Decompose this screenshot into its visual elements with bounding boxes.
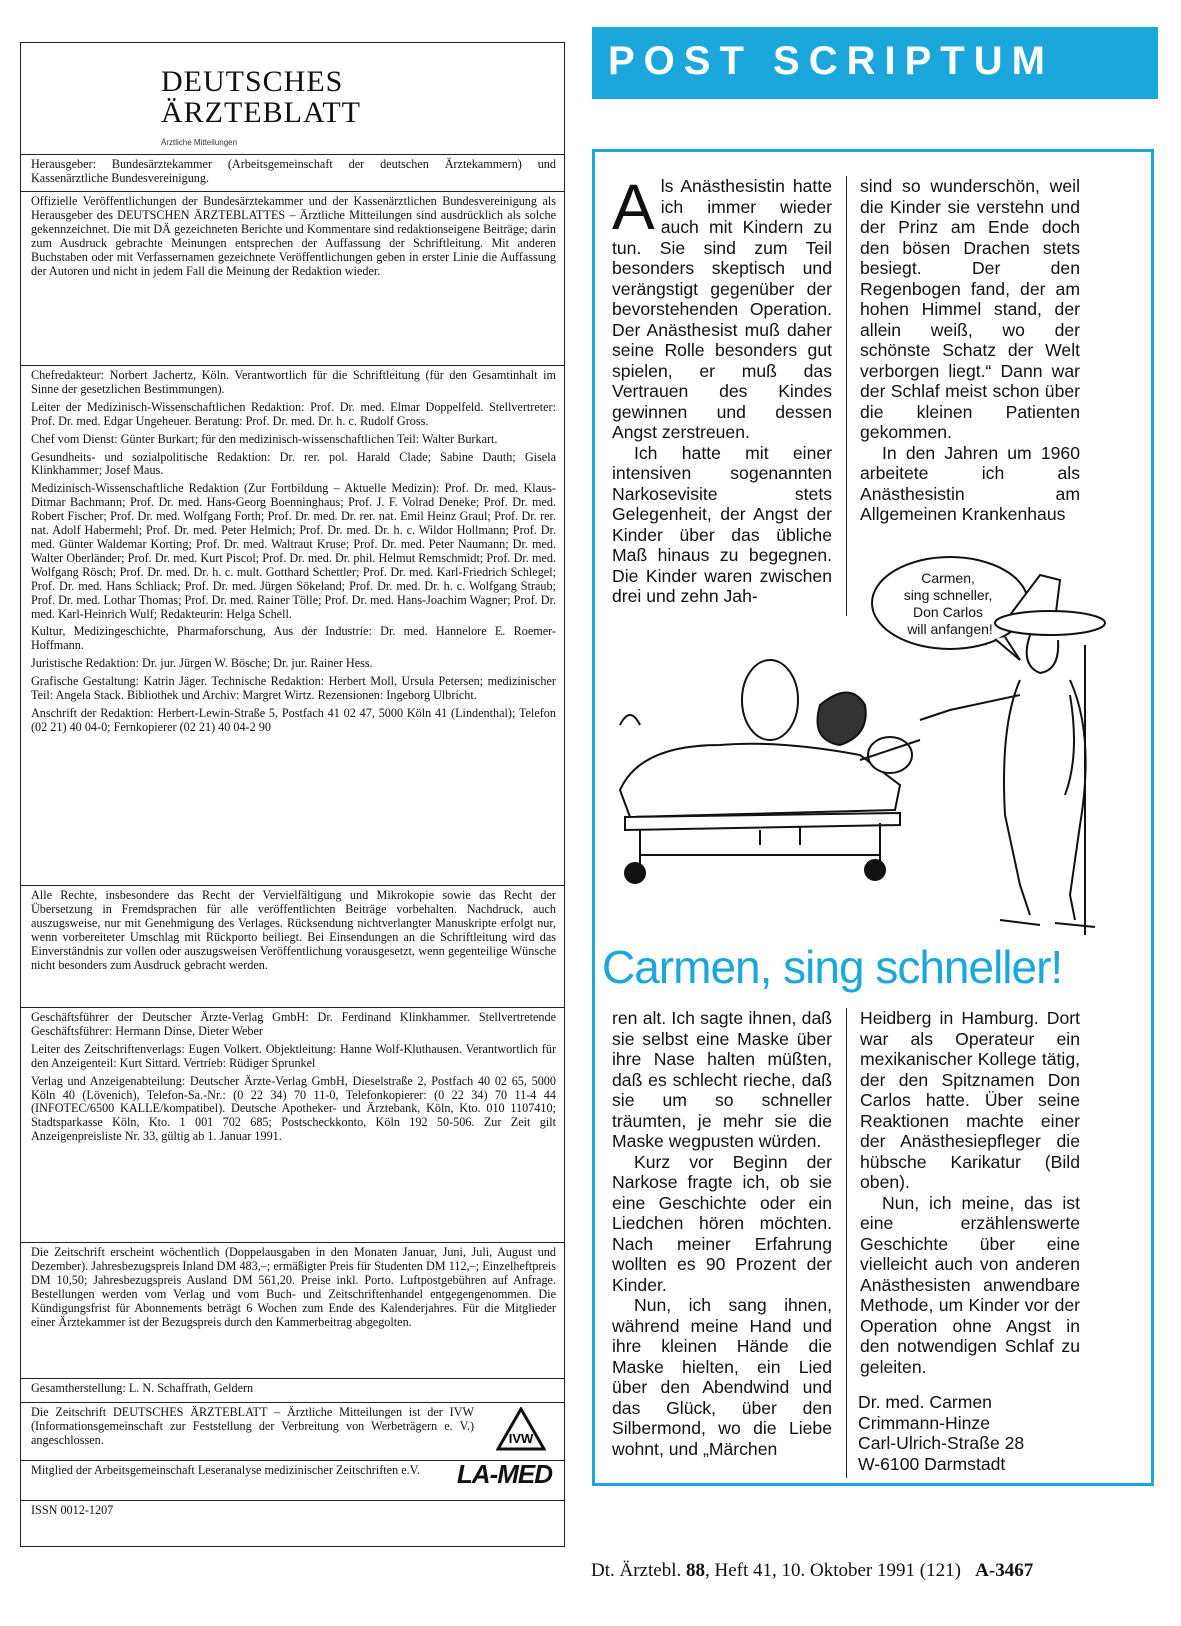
ivw-section [21,1403,564,1461]
author-line: Dr. med. Carmen [858,1392,992,1412]
column-divider [846,1008,847,1478]
page-footer [591,1560,1033,1582]
article-para: In den Jahren um 1960 arbeitete ich als Anästhesistin am Allgemeinen Krankenhaus [860,442,1080,524]
speech-line: sing schneller, [903,587,993,603]
production-text: Gesamtherstellung: L. N. Schaffrath, Geldern [31,1381,254,1395]
staff-para: Geschäftsführer der Deutscher Ärzte-Verlag GmbH: Dr. Ferdinand Klinkhammer. Stellvertretende Geschäftsführer: Hermann Dinse, Dieter Weber [31,1010,556,1038]
official-section [21,192,564,366]
masthead-title-line1: DEUTSCHES [161,65,344,98]
author-line: Carl-Ulrich-Straße 28 [858,1433,1025,1453]
editorial-para: Juristische Redaktion: Dr. jur. Jürgen W. Bösche; Dr. jur. Rainer Hess. [31,656,373,671]
author-signature [858,1392,1024,1474]
masthead-title-line2: ÄRZTEBLATT [161,96,361,129]
article-col2-bottom [860,1008,1080,1377]
column-divider [846,176,847,616]
editorial-para: Chef vom Dienst: Günter Burkart; für den medizinisch-wissenschaftlichen Teil: Walter Burkart. [31,431,498,446]
issn-text: ISSN 0012-1207 [31,1503,114,1517]
production-section [21,1379,564,1403]
impressum-box [20,42,565,1547]
editorial-para: Gesundheits- und sozialpolitische Redaktion: Dr. rer. pol. Harald Clade; Sabine Dauth; Gisela Klinkhammer; Josef Maus. [31,449,556,478]
article-para: Als Anästhesistin hatte ich immer wieder auch mit Kindern zu tun. Sie sind zum Teil besonders skeptisch und verängstigt gegenüber der bevorstehenden Operation. Der Anästhesist muß daher seine Rolle besonders gut spielen, er muß das Vertrauen des Kindes gewinnen und dessen Angst zerstreuen. [612,171,832,442]
speech-line: Don Carlos [913,604,984,620]
lamed-text: Mitglied der Arbeitsgemeinschaft Leseranalyse medizinischer Zeitschriften e.V. [31,1463,420,1477]
ivw-logo [496,1407,546,1451]
lamed-section [21,1461,564,1501]
speech-line: will anfangen! [907,621,993,637]
post-scriptum-title: POST SCRIPTUM [608,39,1054,83]
staff-para: Verlag und Anzeigenabteilung: Deutscher Ärzte-Verlag GmbH, Dieselstraße 2, Postfach 40 02 65, 5000 Köln 40 (Lövenich), Telefon-Sa.-Nr.: (0 22 34) 70 11-0, Telefonkopierer: (0 22 34) 70 11-4 44 (INFOTEC/6500 KALLE/kompatibel). Deutsche Apotheker- und Ärztebank, Köln, Kto. 010 1107410; Stadtsparkasse Köln, Kto. 1 001 702 685; Postscheckkonto, Köln 192 50-506. Zur Zeit gilt Anzeigenpreisliste Nr. 33, gültig ab 1. Januar 1991. [31,1073,556,1144]
editorial-para: Kultur, Medizingeschichte, Pharmaforschung, Aus der Industrie: Dr. med. Hannelore E. Roemer-Hoffmann. [31,624,556,653]
drop-cap: A [612,171,655,243]
staff-para: Leiter des Zeitschriftenverlags: Eugen Volkert. Objektleitung: Hanne Wolf-Kluthausen. Verantwortlich für den Anzeigenteil: Kurt Sittard. Vertrieb: Rüdiger Sprunkel [31,1041,556,1070]
publisher-staff-section [21,1008,564,1243]
issn-section [21,1501,564,1531]
cartoon-illustration [600,555,1120,935]
subscription-text: Die Zeitschrift erscheint wöchentlich (Doppelausgaben in den Monaten Januar, Juni, Juli, August und Dezember). Jahresbezugspreis Inland DM 483,–; ermäßigter Preis für Studenten DM 112,–; Einzelheftpreis DM 10,50; Jahresbezugspreis Ausland DM 561,20. Preise inkl. Porto. Luftpostgebühren auf Anfrage. Bestellungen werden vom Verlag und vom Buch- und Zeitschriftenhandel entgegengenommen. Die Kündigungsfrist für Abonnements beträgt 6 Wochen zum Ende des Kalenderjahres. Für die Mitglieder einer Ärztekammer ist der Bezugspreis durch den Kammerbeitrag abgegolten. [31,1245,556,1329]
author-line: Crimmann-Hinze [858,1412,990,1433]
rights-text: Alle Rechte, insbesondere das Recht der Vervielfältigung und Mikrokopie sowie das Recht der Übersetzung in Fremdsprachen für alle veröffentlichten Beiträge vorbehalten. Nachdruck, auch auszugsweise, nur mit Genehmigung des Verlages. Rücksendung nichtverlangter Manuskripte erfolgt nur, wenn vorbereiteter Umschlag mit Rückporto beiliegt. Bei Einsendungen an die Schriftleitung wird das Einverständnis zur vollen oder auszugsweisen Veröffentlichung vorausgesetzt, wenn gegenteilige Wünsche nicht besonders zum Ausdruck gebracht werden. [31,888,556,972]
speech-line: Carmen, [921,570,975,586]
editorial-para: Medizinisch-Wissenschaftliche Redaktion (Zur Fortbildung – Aktuelle Medizin): Prof. Dr. med. Klaus-Ditmar Bachmann; Prof. Dr. med. Hans-Georg Boenninghaus; Prof. J. F. Volrad Deneke; Prof. Dr. med. Robert Fischer; Prof. Dr. med. Wolfgang Forth; Prof. Dr. med. Dr. rer. nat. Emil Heinz Graul; Prof. Dr. rer. nat. Adolf Habermehl; Prof. Dr. med. Peter Helmich; Prof. Dr. med. Dr. h. c. Wildor Hollmann; Prof. Dr. med. Günter Waldemar Korting; Prof. Dr. med. Waltraut Kruse; Prof. Dr. med. Peter Naumann; Dr. med. Walter Oberländer; Prof. Dr. med. Kurt Piscol; Prof. Dr. med. Dr. phil. Helmut Remschmidt; Prof. Dr. med. Wolfgang Rösch; Prof. Dr. med. Dr. h. c. mult. Gotthard Schettler; Prof. Dr. med. Karl-Friedrich Schlegel; Prof. Dr. med. Hans Schliack; Prof. Dr. med. Jürgen Sökeland; Prof. Dr. med. Dr. h. c. Wolfgang Straub; Prof. Dr. med. Lothar Thomas; Prof. Dr. med. Rainer Tölle; Prof. Dr. med. Hans-Joachim Wagner; Prof. Dr. med. Karl-Heinrich Wulf; Redakteurin: Helga Schell. [31,481,556,621]
article-para: Nun, ich sang ihnen, während meine Hand und ihre kleinen Hände die Maske hielten, ein Lied über den Abendwind und das Glück, über den Silbermond, wo die Liebe wohnt, und „Märchen [612,1295,832,1459]
editorial-para: Leiter der Medizinisch-Wissenschaftlichen Redaktion: Prof. Dr. med. Elmar Doppelfeld. Stellvertreter: Prof. Dr. med. Edgar Ungeheuer. Beratung: Prof. Dr. med. Dr. h. c. Rudolf Gross. [31,399,556,428]
article-para: Ich hatte mit einer intensiven sogenannten Narkosevisite stets Gelegenheit, der Angst der Kinder über das übliche Maß hinaus zu begegnen. Die Kinder waren zwischen drei und zehn Jah- [612,442,832,606]
footer-page-number: A-3467 [975,1560,1034,1581]
article-para: Kurz vor Beginn der Narkose fragte ich, ob sie eine Geschichte oder ein Liedchen hören möchten. Nach meiner Erfahrung wollten es 90 Prozent der Kinder. [612,1151,832,1295]
subscription-section [21,1243,564,1379]
article-para: sind so wunderschön, weil die Kinder sie verstehn und der Prinz am Ende doch den bösen Drachen stets besiegt. Der den Regenbogen fand, der am hohen Himmel stand, der allein weiß, wo der schönste Schatz der Welt verborgen liegt.“ Dann war der Schlaf meist schon über die kleinen Patienten gekommen. [860,176,1080,442]
editorial-para: Chefredakteur: Norbert Jachertz, Köln. Verantwortlich für die Schriftleitung (für den Gesamtinhalt im Sinne der gesetzlichen Bestimmungen). [31,368,556,396]
article-para: ren alt. Ich sagte ihnen, daß sie selbst eine Maske über ihre Nase halten müßten, daß es schlecht rieche, daß sie um so schneller träumten, je mehr sie die Maske wegpusten würden. [612,1008,832,1151]
masthead-subtitle: Ärztliche Mitteilungen [161,138,238,147]
article-col1-top [612,171,832,607]
ivw-logo-text: IVW [508,1431,534,1446]
footer-journal: Dt. Ärztebl. [591,1560,686,1581]
article-para: Nun, ich meine, das ist eine erzählenswerte Geschichte über eine vielleicht auch von anderen Anästhesisten anwendbare Methode, um Kinder vor der Operation ohne Angst in den notwendigen Schlaf zu geleiten. [860,1192,1080,1377]
footer-issue: , Heft 41, 10. Oktober 1991 (121) [704,1560,961,1581]
masthead [21,43,564,155]
lamed-logo: LA-MED [456,1461,552,1489]
editorial-section [21,366,564,886]
article-headline: Carmen, sing schneller! [602,941,1063,993]
article-para: Heidberg in Hamburg. Dort war als Operateur ein mexikanischer Kollege tätig, der den Spitznamen Don Carlos hatte. Über seine Reaktionen machte einer der Anästhesiepfleger die hübsche Karikatur (Bild oben). [860,1008,1080,1192]
official-text: Offizielle Veröffentlichungen der Bundesärztekammer und der Kassenärztlichen Bundesvereinigung als Herausgeber des DEUTSCHEN ÄRZTEBLATTES – Ärztliche Mitteilungen sind ausdrücklich als solche gekennzeichnet. Die mit DÄ gezeichneten Berichte und Kommentare sind redaktionseigene Beiträge; darin zum Ausdruck gebrachte Meinungen entsprechen der Auffassung der Schriftleitung. Mit anderen Buchstaben oder mit Verfassernamen gezeichnete Veröffentlichungen geben in erster Linie die Auffassung der Autoren und nicht in jedem Fall die Meinung der Redaktion wieder. [31,194,556,278]
rights-section [21,886,564,1008]
ivw-text: Die Zeitschrift DEUTSCHES ÄRZTEBLATT – Ärztliche Mitteilungen ist der IVW (Informationsgemeinschaft zur Feststellung der Verbreitung von Werbeträgern e. V.) angeschlossen. [31,1405,474,1447]
editorial-para: Anschrift der Redaktion: Herbert-Lewin-Straße 5, Postfach 41 02 47, 5000 Köln 41 (Lindenthal); Telefon (02 21) 40 04-0; Fernkopierer (02 21) 40 04-2 90 [31,705,556,734]
article-col1-bottom [612,1008,832,1459]
article-col2-top [860,176,1080,525]
footer-volume: 88 [685,1560,705,1581]
hospital-bed [620,715,900,883]
editorial-para: Grafische Gestaltung: Katrin Jäger. Technische Redaktion: Herbert Moll, Ursula Petersen; medizinischer Teil: Angela Stack. Bibliothek und Archiv: Margret Wirtz. Rezensionen: Ingeborg Ulbricht. [31,674,556,703]
author-line: W-6100 Darmstadt [858,1453,1006,1474]
publisher-section [21,155,564,192]
publisher-text: Herausgeber: Bundesärztekammer (Arbeitsgemeinschaft der deutschen Ärztekammern) und Kassenärztliche Bundesvereinigung. [31,157,556,185]
post-scriptum-banner [592,27,1158,99]
